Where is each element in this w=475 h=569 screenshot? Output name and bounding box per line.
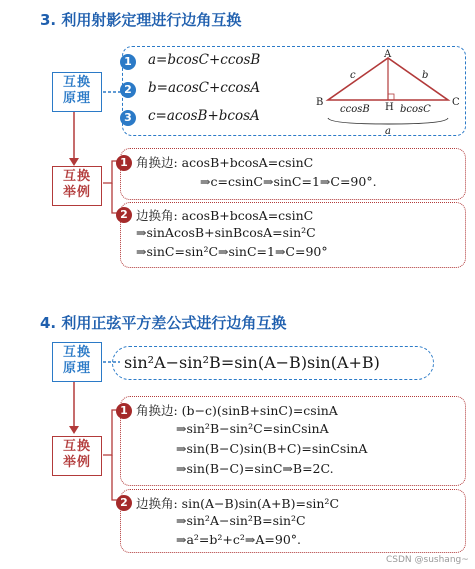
example-2-line-1: 边换角: acosB+bcosA=csinC — [136, 208, 314, 223]
side-c: c — [350, 70, 356, 81]
formula-1: a=bcosC+ccosB — [148, 52, 261, 68]
side-a-brace — [328, 118, 448, 124]
example-4-line-3: ⇒a²=b²+c²⇒A=90°. — [176, 532, 302, 547]
formula-sine-square-difference: sin²A−sin²B=sin(A−B)sin(A+B) — [124, 353, 380, 372]
example-label-box — [52, 166, 102, 206]
example-3-line-2: ⇒sin²B−sin²C=sinCsinA — [176, 421, 329, 436]
foot-H: H — [385, 102, 394, 113]
principle-label-box — [52, 72, 102, 112]
example-label-box-2 — [52, 436, 102, 476]
formula-2: b=acosC+ccosA — [148, 80, 261, 96]
formula-number-1: 1 — [120, 54, 136, 70]
triangle-diagram — [310, 48, 464, 136]
vertex-C: C — [452, 97, 460, 108]
section3-heading: 3. 利用射影定理进行边角互换 — [40, 11, 242, 29]
example-number-3: 1 — [116, 403, 132, 419]
example-number-1: 1 — [116, 155, 132, 171]
example-label: 互换举例 — [62, 169, 91, 200]
principle-label-box-2 — [52, 342, 102, 382]
principle-label-2: 互换原理 — [62, 345, 91, 376]
example-number-4: 2 — [116, 495, 132, 511]
example-1-line-1: 角换边: acosB+bcosA=csinC — [136, 155, 314, 170]
example-3-line-4: ⇒sin(B−C)=sinC⇒B=2C. — [176, 461, 334, 476]
formula-number-3: 3 — [120, 110, 136, 126]
example-3-line-3: ⇒sin(B−C)sin(B+C)=sinCsinA — [176, 441, 368, 456]
example-2-line-2: ⇒sinAcosB+sinBcosA=sin²C — [136, 225, 316, 240]
segment-bcosC: bcosC — [400, 104, 431, 115]
right-angle-mark — [388, 94, 394, 100]
section4-heading: 4. 利用正弦平方差公式进行边角互换 — [40, 314, 287, 332]
watermark: CSDN @sushang~ — [386, 555, 469, 565]
side-a: a — [385, 126, 391, 136]
example-4-line-2: ⇒sin²A−sin²B=sin²C — [176, 513, 306, 528]
vertex-A: A — [384, 49, 392, 60]
principle-label: 互换原理 — [62, 75, 91, 106]
example-2-line-3: ⇒sinC=sin²C⇒sinC=1⇒C=90° — [136, 244, 328, 259]
formula-3: c=acosB+bcosA — [148, 108, 260, 124]
example-label-2: 互换举例 — [62, 439, 91, 470]
side-b: b — [422, 70, 429, 81]
formula-number-2: 2 — [120, 82, 136, 98]
example-1-line-2: ⇒c=csinC⇒sinC=1⇒C=90°. — [200, 174, 377, 189]
example-number-2: 2 — [116, 207, 132, 223]
vertex-B: B — [316, 97, 324, 108]
example-4-line-1: 边换角: sin(A−B)sin(A+B)=sin²C — [136, 496, 340, 511]
example-3-line-1: 角换边: (b−c)(sinB+sinC)=csinA — [136, 403, 338, 418]
segment-ccosB: ccosB — [340, 104, 370, 115]
